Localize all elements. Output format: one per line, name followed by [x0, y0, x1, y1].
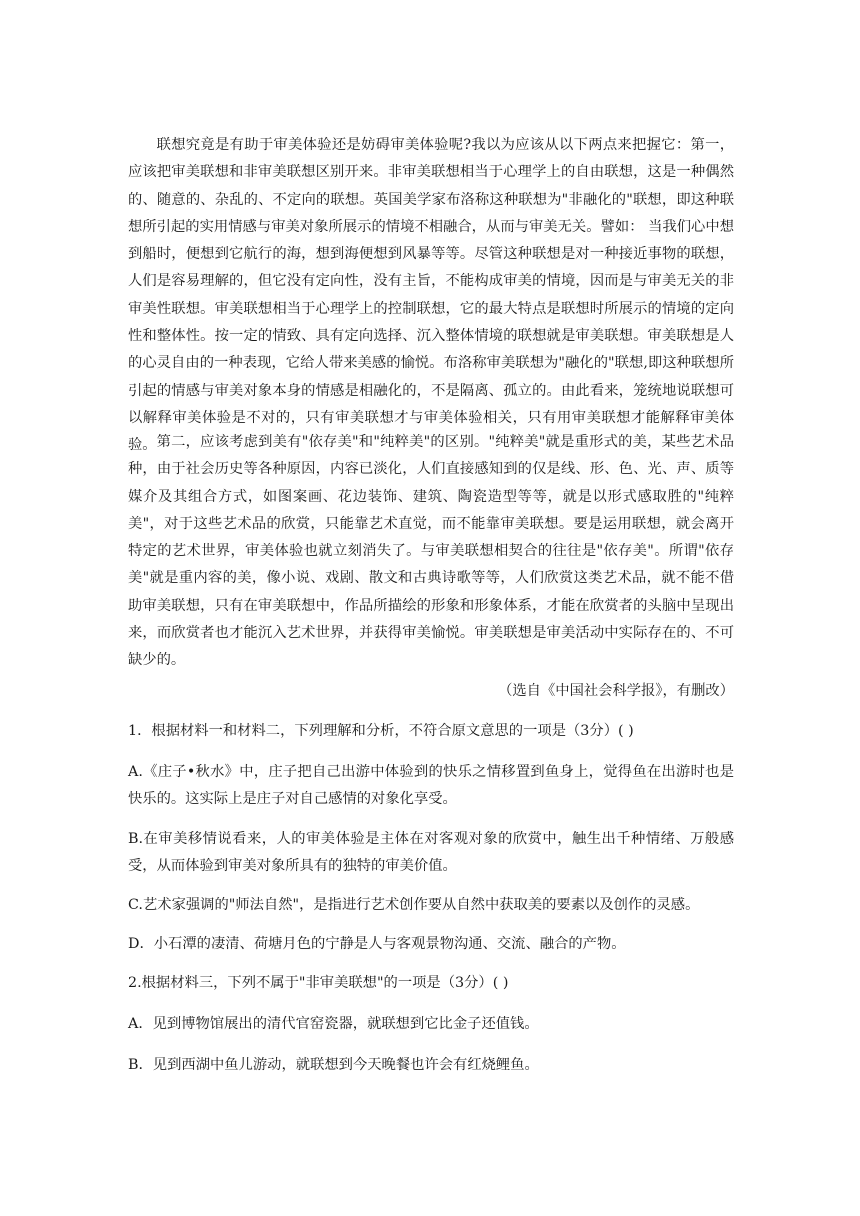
question-2-option-b: B．见到西湖中鱼儿游动，就联想到今天晚餐也许会有红烧鲤鱼。	[128, 1057, 539, 1073]
question-1-option-b: B.在审美移情说看来，人的审美体验是主体在对客观对象的欣赏中，触生出千种情绪、万般感受，从而体验到审美对象所具有的独特的审美价值。	[128, 831, 734, 874]
question-2-option-a: A．见到博物馆展出的清代官窑瓷器，就联想到它比金子还值钱。	[128, 1016, 539, 1032]
question-1-option-d: D．小石潭的凄清、荷塘月色的宁静是人与客观景物沟通、交流、融合的产物。	[128, 936, 626, 952]
passage-paragraph-2: 第二，应该考虑到美有"依存美"和"纯粹美"的区别。"纯粹美"就是重形式的美，某些艺术品种，由于社会历史等各种原因，内容已淡化，人们直接感知到的仅是线、形、色、光、声、质等媒介及其组合方式，如图案画、花边装饰、建筑、陶瓷造型等等，就是以形式感取胜的"纯粹美"，对于这些艺术品的欣赏，只能靠艺术直觉，而不能靠审美联想。要是运用联想，就会离开特定的艺术世界，审美体验也就立刻消失了。与审美联想相契合的往往是"依存美"。所谓"依存美"就是重内容的美，像小说、戏剧、散文和古典诗歌等等，人们欣赏这类艺术品，就不能不借助审美联想，只有在审美联想中，作品所描绘的形象和形象体系，才能在欣赏者的头脑中呈现出来，而欣赏者也才能沉入艺术世界，并获得审美愉悦。审美联想是审美活动中实际存在的、不可缺少的。	[128, 434, 734, 669]
passage-source: （选自《中国社会科学报》，有删改）	[498, 683, 734, 699]
passage-paragraph-1: 联想究竟是有助于审美体验还是妨碍审美体验呢?我以为应该从以下两点来把握它：第一，应该把审美联想和非审美联想区别开来。非审美联想相当于心理学上的自由联想，这是一种偶然的、随意的、杂乱的、不定向的联想。英国美学家布洛称这种联想为"非融化的"联想，即这种联想所引起的实用情感与审美对象所展示的情境不相融合，从而与审美无关。譬如： 当我们心中想到船时，便想到它航行的海，想到海便想到风暴等等。尽管这种联想是对一种接近事物的联想，人们是容易理解的，但它没有定向性，没有主旨，不能构成审美的情境，因而是与审美无关的非审美性联想。审美联想相当于心理学上的控制联想，它的最大特点是联想时所展示的情境的定向性和整体性。按一定的情致、具有定向选择、沉入整体情境的联想就是审美联想。审美联想是人的心灵自由的一种表现，它给人带来美感的愉悦。布洛称审美联想为"融化的"联想,即这种联想所引起的情感与审美对象本身的情感是相融化的，不是隔离、孤立的。由此看来，笼统地说联想可以解释审美体验是不对的，只有审美联想才与审美体验相关，只有用审美联想才能解释审美体验。	[128, 137, 734, 454]
question-2-stem: 2.根据材料三，下列不属于"非审美联想"的一项是（3分）( )	[128, 975, 509, 991]
question-1-option-a: A.《庄子•秋水》中，庄子把自己出游中体验到的快乐之情移置到鱼身上，觉得鱼在出游时也是快乐的。这实际上是庄子对自己感情的对象化享受。	[128, 764, 734, 807]
question-1-option-c: C.艺术家强调的"师法自然"，是指进行艺术创作要从自然中获取美的要素以及创作的灵感。	[128, 897, 700, 913]
question-1-stem: 1．根据材料一和材料二，下列理解和分析，不符合原文意思的一项是（3分）( )	[128, 723, 634, 739]
